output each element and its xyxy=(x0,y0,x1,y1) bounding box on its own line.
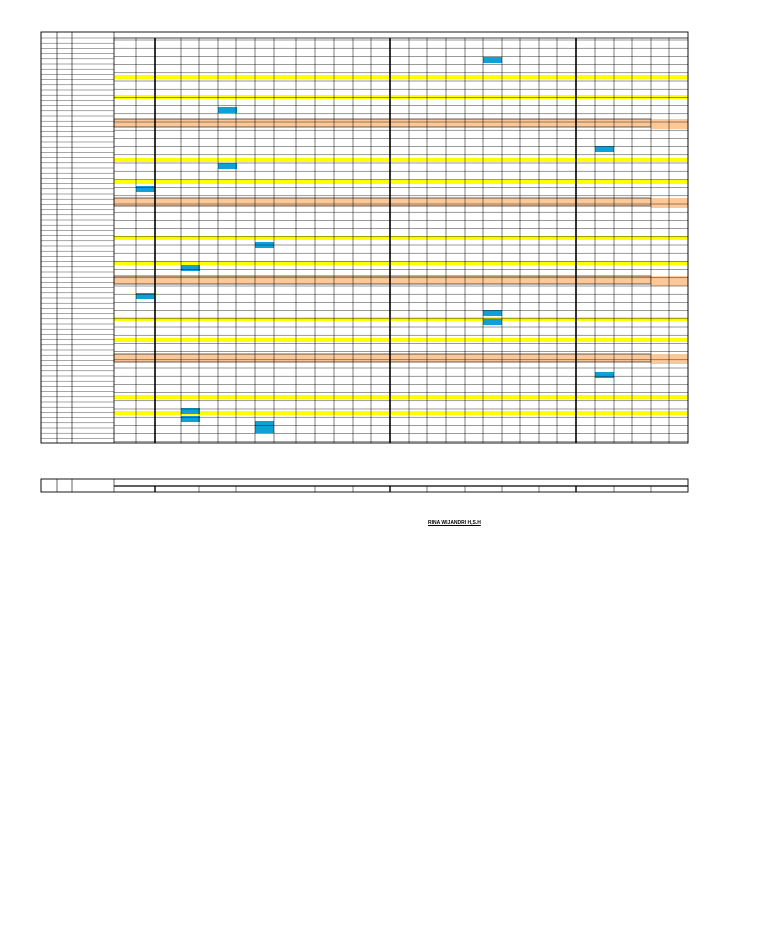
highlight-band-peach xyxy=(114,198,651,206)
marked-cell xyxy=(136,293,155,299)
highlight-band-peach-tail xyxy=(651,198,688,208)
highlight-band-peach-tail xyxy=(651,354,688,364)
highlight-band-yellow xyxy=(114,317,688,321)
highlight-band-yellow xyxy=(114,411,688,415)
marked-cell xyxy=(595,372,614,378)
marked-cell xyxy=(218,163,237,169)
highlight-band-peach xyxy=(114,354,651,362)
highlight-band-yellow xyxy=(114,338,688,342)
highlight-band-yellow xyxy=(114,95,688,99)
highlight-band-yellow xyxy=(114,158,688,162)
highlight-band-peach-tail xyxy=(651,276,688,286)
highlight-band-yellow xyxy=(114,261,688,265)
marked-cell xyxy=(255,427,274,433)
marked-cell xyxy=(136,186,155,192)
highlight-band-yellow xyxy=(114,75,688,79)
marked-cell xyxy=(483,57,502,63)
marked-cell xyxy=(218,107,237,113)
marked-cell xyxy=(483,310,502,316)
signature-name: RINA WIJANDRI H,S.H xyxy=(428,520,481,526)
highlight-band-yellow xyxy=(114,180,688,184)
marked-cell xyxy=(483,319,502,325)
marked-cell xyxy=(255,421,274,427)
highlight-band-peach xyxy=(114,276,651,284)
summary-table xyxy=(41,479,688,492)
marked-cell xyxy=(181,265,200,271)
highlight-band-peach xyxy=(114,119,651,127)
highlight-band-yellow xyxy=(114,395,688,399)
marked-cell xyxy=(595,146,614,152)
highlight-band-peach-tail xyxy=(651,119,688,129)
schedule-grid xyxy=(41,32,688,443)
marked-cell xyxy=(181,416,200,422)
